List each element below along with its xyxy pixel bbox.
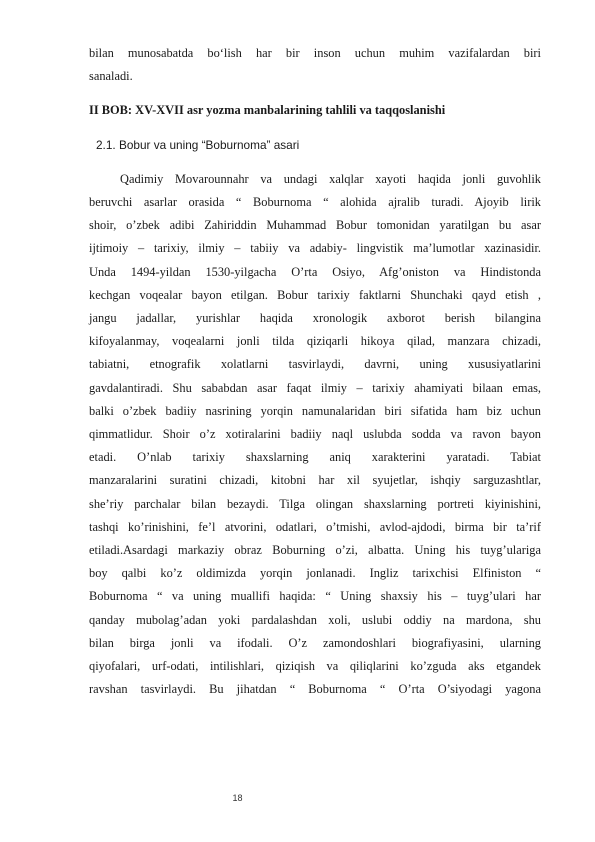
body-line: etiladi.Asardagi markaziy obraz Boburning o’zi, albatta. Uning his tuyg’ulariga [89,543,541,558]
body-line: Unda 1494-yildan 1530-yilgacha O’rta Osiyo, Afg’oniston va Hindistonda [89,264,541,279]
body-line: qimmatlidur. Shoir o’z xotiralarini badiiy naql uslubda sodda va ravon bayon [89,427,541,442]
body-line: she’riy parchalar bilan bezaydi. Tilga olingan shaxslarning portreti kiyinishini, [89,496,541,511]
page-number: 18 [232,793,243,803]
chapter-heading: II BOB: XV-XVII asr yozma manbalarining tahlili va taqqoslanishi [89,103,446,118]
body-line: gavdalantiradi. Shu sababdan asar faqat ilmiy – tarixiy ahamiyati bilaan emas, [89,380,541,395]
body-line: ijtimoiy – tarixiy, ilmiy – tabiiy va adabiy- lingvistik ma’lumotlar xazinasidir. [89,241,541,256]
body-line: tabiatni, etnografik xolatlarni tasvirlaydi, davrni, uning xususiyatlarini [89,357,541,372]
body-line: Boburnoma “ va uning muallifi haqida: “ Uning shaxsiy his – tuyg’ulari har [89,589,541,604]
body-line: manzaralarini suratini chizadi, kitobni har xil syujetlar, ishqiy sarguzashtlar, [89,473,541,488]
body-line: balki o’zbek badiiy nasrining yorqin namunalaridan biri sifatida ham biz uchun [89,403,541,418]
intro-line: bilan munosabatda bo‘lish har bir inson uchun muhim vazifalardan biri [89,46,541,60]
body-line: shoir, o’zbek adibi Zahiriddin Muhammad Bobur tomonidan yaratilgan bu asar [89,218,541,233]
body-line: bilan birga jonli va ifodali. O’z zamondoshlari biografiyasini, ularning [89,635,541,650]
page-content [89,42,541,701]
intro-paragraph [89,42,541,88]
body-paragraph [89,168,541,702]
body-line: kifoyalanmay, voqealarni jonli tilda qiziqarli hikoya qilad, manzara chizadi, [89,334,541,349]
body-line: ravshan tasvirlaydi. Bu jihatdan “ Boburnoma “ O’rta O’siyodagi yagona [89,682,541,697]
body-line: tashqi ko’rinishini, fe’l atvorini, odatlari, o’tmishi, avlod-ajdodi, birma bir ta’rif [89,519,541,534]
intro-line: sanaladi. [89,69,133,84]
body-line: Qadimiy Movarounnahr va undagi xalqlar xayoti haqida jonli guvohlik [120,171,541,186]
body-line: kechgan voqealar bayon etilgan. Bobur tarixiy faktlarni Shunchaki qayd etish , [89,287,541,302]
body-line: qiyofalari, urf-odati, intilishlari, qiziqish va qiliqlarini ko’zguda aks etgandek [89,659,541,674]
body-line: etadi. O’nlab tarixiy shaxslarning aniq xarakterini yaratadi. Tabiat [89,450,541,465]
body-line: jangu jadallar, yurishlar haqida xronologik axborot berish bilangina [89,311,541,326]
body-line: qanday mubolag’adan yoki pardalashdan xoli, uslubi oddiy na mardona, shu [89,612,541,627]
section-heading: 2.1. Bobur va uning “Boburnoma” asari [96,137,300,152]
body-line: boy qalbi ko’z oldimizda yorqin jonlanadi. Ingliz tarixchisi Elfiniston “ [89,566,541,581]
body-line: beruvchi asarlar orasida “ Boburnoma “ alohida ajralib turadi. Ajoyib lirik [89,195,541,210]
